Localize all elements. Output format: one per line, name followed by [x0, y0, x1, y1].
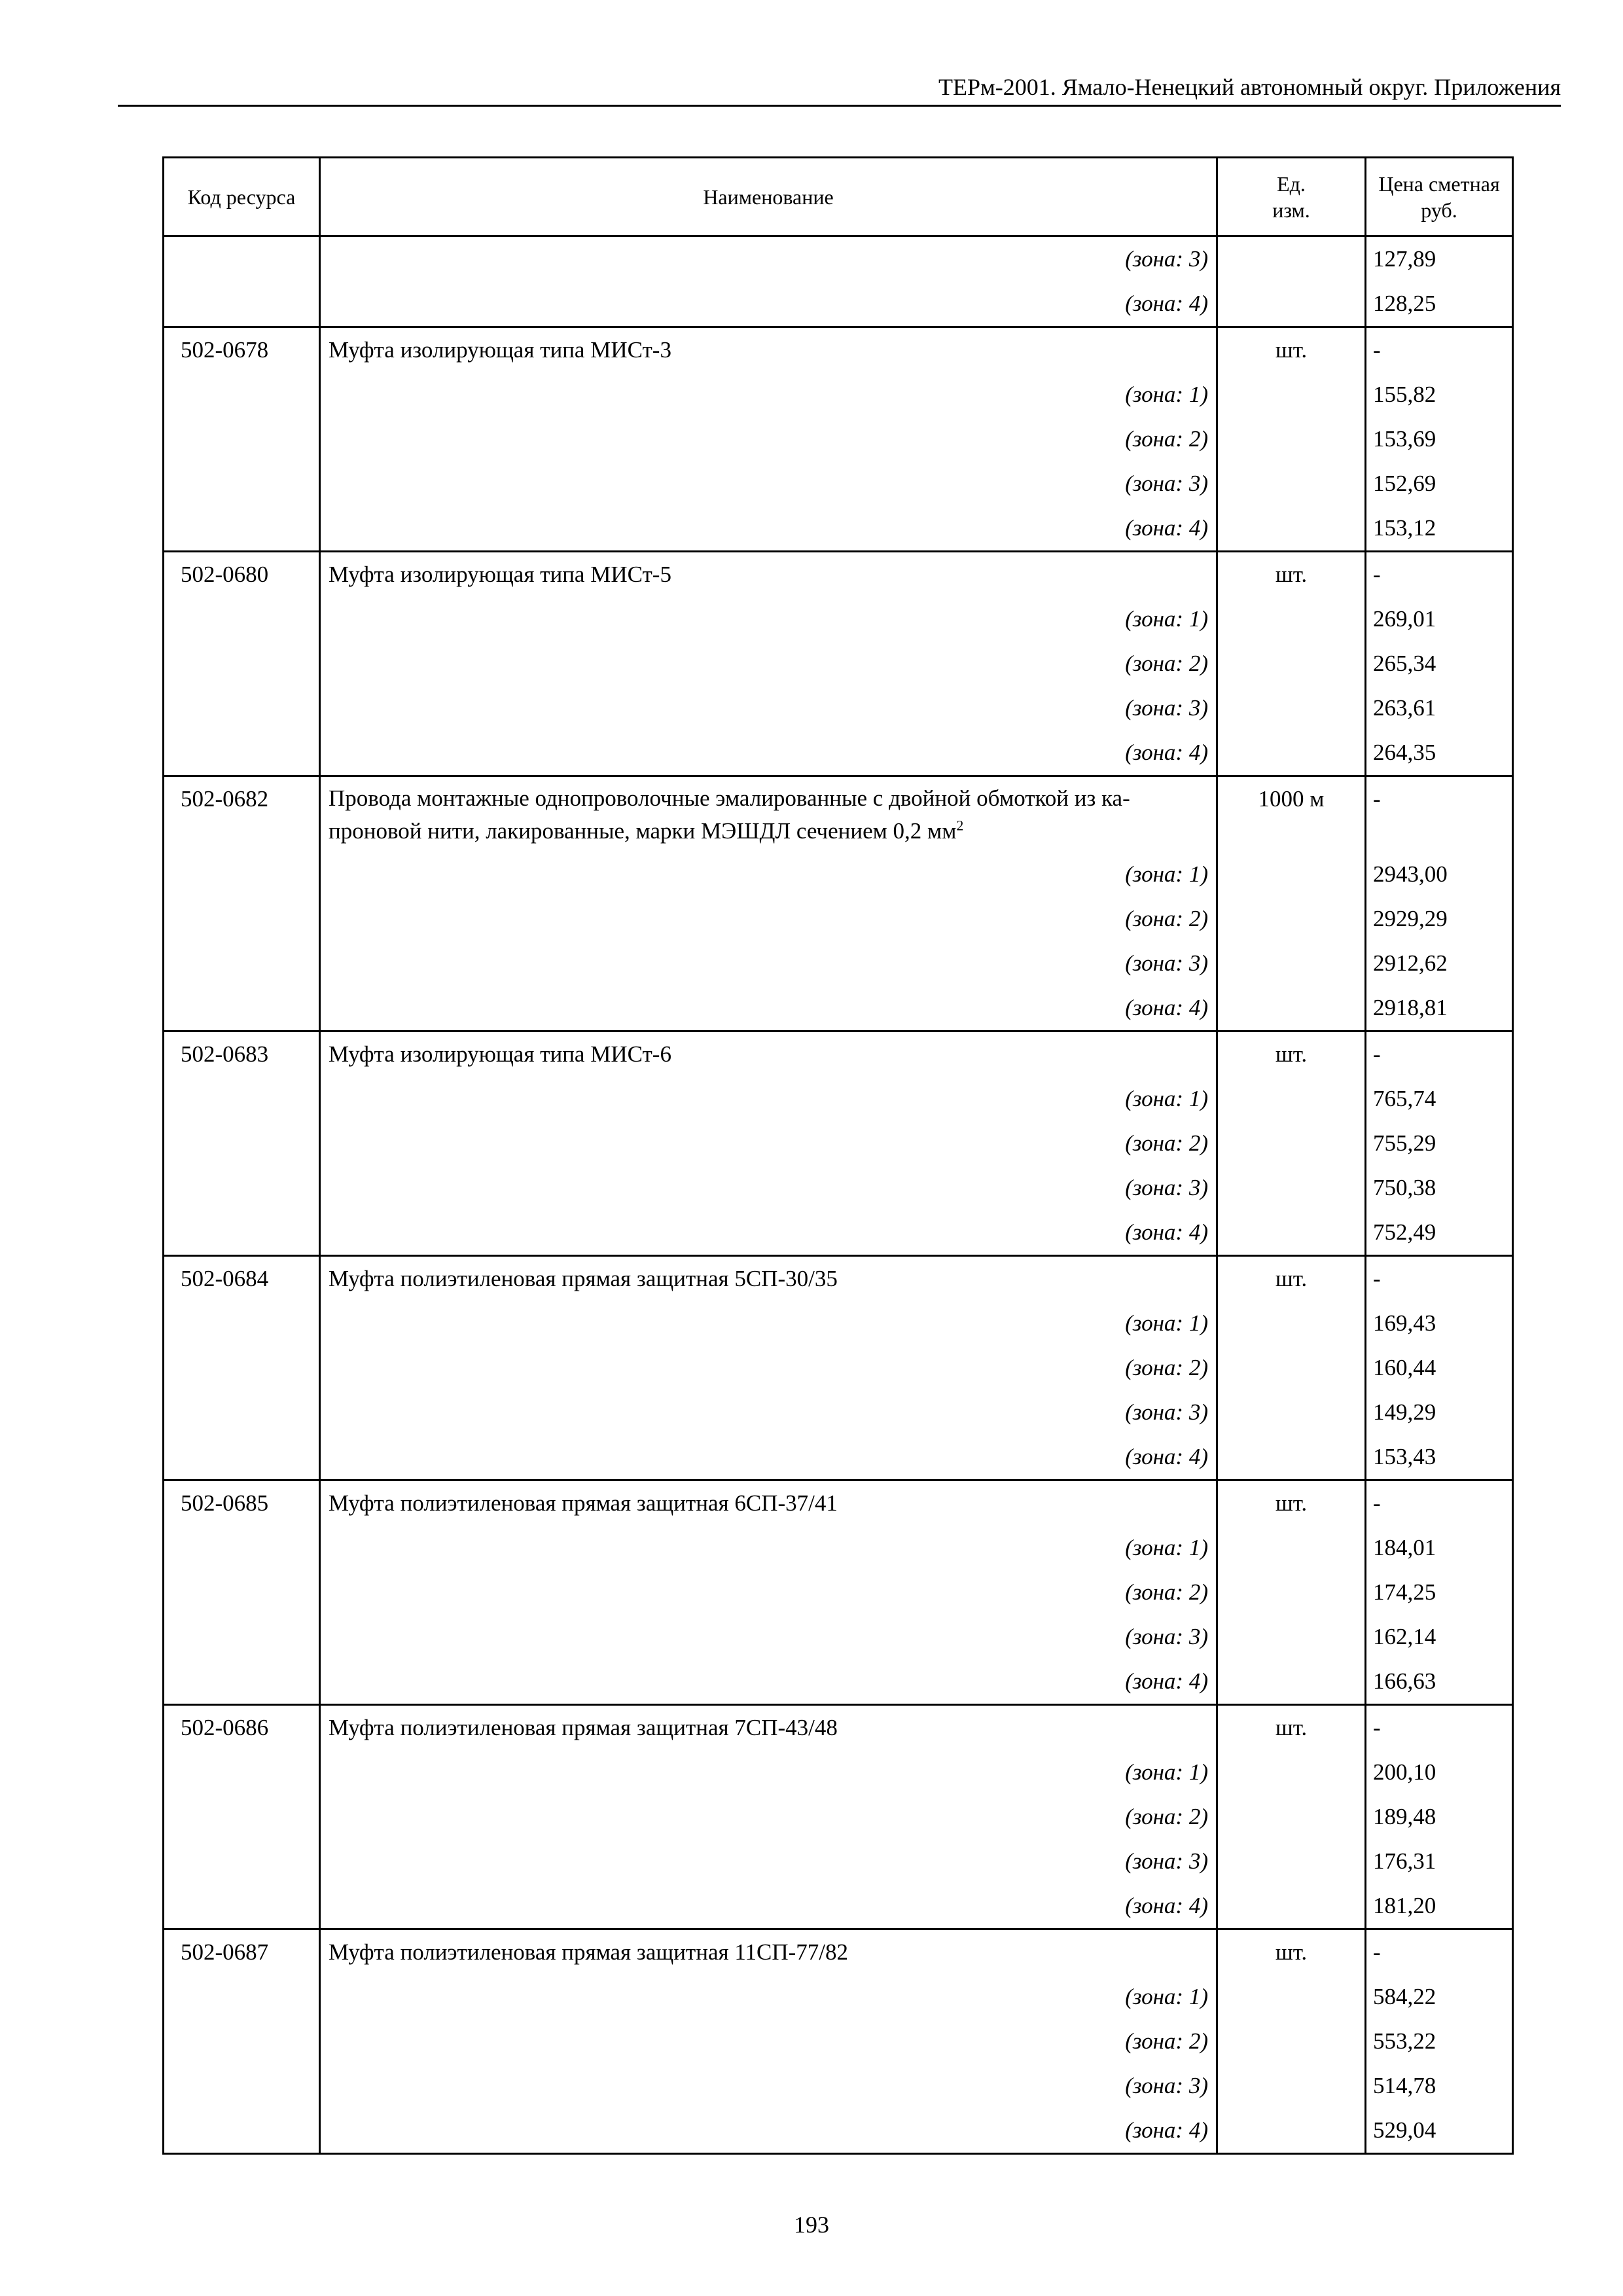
empty — [164, 1839, 319, 1884]
empty — [164, 1795, 319, 1839]
empty — [164, 1301, 319, 1346]
unit-cell — [1218, 237, 1366, 326]
table-body — [164, 237, 1512, 2153]
zone-price: 269,01 — [1373, 606, 1436, 632]
zone-label: (зона: 1) — [1125, 861, 1208, 887]
table-row-group — [164, 328, 1512, 552]
empty — [164, 461, 319, 506]
empty — [164, 2064, 319, 2108]
empty — [164, 1166, 319, 1210]
zone-label: (зона: 1) — [1125, 1984, 1208, 2009]
resource-name-text: Провода монтажные однопроволочные эмалированные с двойной обмоткой из ка-проновой нити, лакированные, марки МЭШДЛ сечением 0,2 мм — [329, 785, 1130, 844]
empty — [1218, 686, 1364, 730]
resource-code: 502-0682 — [181, 786, 269, 812]
empty — [1218, 506, 1364, 550]
empty — [1218, 417, 1364, 461]
name-cell — [321, 552, 1218, 775]
empty — [164, 417, 319, 461]
unit-cell — [1218, 552, 1366, 775]
zone-label: (зона: 3) — [1125, 1624, 1208, 1649]
price-cell — [1366, 328, 1512, 550]
empty — [1218, 1121, 1364, 1166]
zone-label: (зона: 4) — [1125, 1668, 1208, 1694]
base-price: - — [1373, 1490, 1381, 1516]
name-cell — [321, 1257, 1218, 1479]
empty — [1218, 941, 1364, 986]
zone-price: 169,43 — [1373, 1310, 1436, 1336]
resource-name-text: Муфта изолирующая типа МИСт-5 — [329, 562, 671, 587]
code-cell — [164, 777, 321, 1030]
code-cell — [164, 1481, 321, 1704]
empty — [164, 1570, 319, 1615]
table-row-group — [164, 1930, 1512, 2153]
empty — [1218, 1659, 1364, 1704]
unit-of-measure: шт. — [1275, 1939, 1308, 1965]
zone-price: 152,69 — [1373, 471, 1436, 496]
price-cell — [1366, 1032, 1512, 1255]
zone-price: 200,10 — [1373, 1759, 1436, 1785]
zone-price: 181,20 — [1373, 1893, 1436, 1918]
zone-price: 153,43 — [1373, 1444, 1436, 1469]
resource-name-text: Муфта полиэтиленовая прямая защитная 11СП-77/82 — [329, 1939, 849, 1965]
unit-of-measure: шт. — [1275, 1490, 1308, 1516]
resource-code: 502-0687 — [181, 1939, 269, 1965]
zone-price: 162,14 — [1373, 1624, 1436, 1649]
name-cell — [321, 1481, 1218, 1704]
empty — [164, 986, 319, 1030]
zone-label: (зона: 2) — [1125, 1579, 1208, 1605]
base-price: - — [1373, 1266, 1381, 1291]
zone-label: (зона: 3) — [1125, 1399, 1208, 1425]
empty — [1218, 1884, 1364, 1928]
zone-price: 176,31 — [1373, 1848, 1436, 1874]
header-name: Наименование — [321, 158, 1218, 235]
empty — [1218, 1570, 1364, 1615]
empty — [1218, 1346, 1364, 1390]
unit-cell — [1218, 328, 1366, 550]
unit-of-measure: шт. — [1275, 1715, 1308, 1740]
zone-price: 160,44 — [1373, 1355, 1436, 1380]
empty — [164, 941, 319, 986]
name-cell — [321, 1930, 1218, 2153]
empty — [1218, 1795, 1364, 1839]
price-cell — [1366, 777, 1512, 1030]
zone-price: 755,29 — [1373, 1130, 1436, 1156]
zone-label: (зона: 3) — [1125, 2073, 1208, 2098]
empty — [164, 1077, 319, 1121]
empty — [1218, 597, 1364, 641]
zone-price: 2912,62 — [1373, 950, 1448, 976]
resource-code: 502-0680 — [181, 562, 269, 587]
empty — [1218, 1526, 1364, 1570]
empty — [1218, 1750, 1364, 1795]
resource-code: 502-0686 — [181, 1715, 269, 1740]
zone-label: (зона: 1) — [1125, 382, 1208, 407]
zone-price: 127,89 — [1373, 246, 1436, 272]
table-row-group — [164, 237, 1512, 328]
zone-price: 752,49 — [1373, 1219, 1436, 1245]
header-price — [1366, 158, 1512, 235]
header-rule — [118, 105, 1561, 107]
empty — [1218, 237, 1364, 281]
zone-label: (зона: 2) — [1125, 651, 1208, 676]
empty — [1218, 1975, 1364, 2019]
price-cell — [1366, 1257, 1512, 1479]
empty — [164, 237, 319, 281]
resource-name — [321, 1930, 1216, 1975]
zone-price: 750,38 — [1373, 1175, 1436, 1200]
zone-price: 153,12 — [1373, 515, 1436, 541]
zone-label: (зона: 3) — [1125, 695, 1208, 721]
zone-price: 149,29 — [1373, 1399, 1436, 1425]
unit-cell — [1218, 1706, 1366, 1928]
resource-name — [321, 552, 1216, 597]
zone-price: 2918,81 — [1373, 995, 1448, 1020]
unit-cell — [1218, 1481, 1366, 1704]
zone-label: (зона: 1) — [1125, 1310, 1208, 1336]
zone-label: (зона: 2) — [1125, 426, 1208, 452]
zone-price: 765,74 — [1373, 1086, 1436, 1111]
running-head: ТЕРм-2001. Ямало-Ненецкий автономный округ. Приложения — [938, 74, 1561, 100]
empty — [1218, 2019, 1364, 2064]
empty — [1218, 1077, 1364, 1121]
code-cell — [164, 1257, 321, 1479]
table-row-group — [164, 1032, 1512, 1257]
table-row-group — [164, 1706, 1512, 1930]
price-cell — [1366, 552, 1512, 775]
resource-name-text: Муфта изолирующая типа МИСт-3 — [329, 337, 671, 363]
zone-price: 153,69 — [1373, 426, 1436, 452]
empty — [164, 2108, 319, 2153]
empty — [164, 897, 319, 941]
empty — [1218, 641, 1364, 686]
empty — [1218, 897, 1364, 941]
zone-label: (зона: 4) — [1125, 995, 1208, 1020]
empty — [164, 1210, 319, 1255]
zone-label: (зона: 4) — [1125, 2117, 1208, 2143]
resource-name-text: Муфта полиэтиленовая прямая защитная 5СП-30/35 — [329, 1266, 838, 1291]
zone-label: (зона: 4) — [1125, 740, 1208, 765]
empty — [1218, 281, 1364, 326]
resource-name-text: Муфта полиэтиленовая прямая защитная 6СП-37/41 — [329, 1490, 838, 1516]
code-cell — [164, 1032, 321, 1255]
zone-label: (зона: 4) — [1125, 1444, 1208, 1469]
base-price: - — [1373, 1715, 1381, 1740]
name-cell — [321, 777, 1218, 1030]
resource-code: 502-0678 — [181, 337, 269, 363]
empty — [164, 1435, 319, 1479]
zone-price: 584,22 — [1373, 1984, 1436, 2009]
unit-of-measure: шт. — [1275, 337, 1308, 363]
unit-cell — [1218, 777, 1366, 1030]
resource-name — [321, 1481, 1216, 1526]
empty — [164, 372, 319, 417]
zone-price: 189,48 — [1373, 1804, 1436, 1829]
zone-price: 174,25 — [1373, 1579, 1436, 1605]
code-cell — [164, 1930, 321, 2153]
resource-name-text: Муфта изолирующая типа МИСт-6 — [329, 1041, 671, 1067]
zone-label: (зона: 1) — [1125, 1759, 1208, 1785]
table-header — [164, 158, 1512, 237]
resource-name — [321, 777, 1216, 852]
resource-name-text: Муфта полиэтиленовая прямая защитная 7СП-43/48 — [329, 1715, 838, 1740]
empty — [164, 597, 319, 641]
empty — [1218, 1390, 1364, 1435]
empty — [1218, 1210, 1364, 1255]
empty — [164, 1659, 319, 1704]
base-price: - — [1373, 1939, 1381, 1965]
price-cell — [1366, 237, 1512, 326]
resource-name — [321, 1706, 1216, 1750]
zone-label: (зона: 3) — [1125, 471, 1208, 496]
zone-label: (зона: 4) — [1125, 1893, 1208, 1918]
zone-label: (зона: 3) — [1125, 1848, 1208, 1874]
zone-price: 128,25 — [1373, 291, 1436, 316]
unit-of-measure: шт. — [1275, 562, 1308, 587]
zone-label: (зона: 3) — [1125, 246, 1208, 272]
base-price: - — [1373, 337, 1381, 363]
empty — [164, 1346, 319, 1390]
code-cell — [164, 552, 321, 775]
base-price: - — [1373, 786, 1381, 812]
zone-label: (зона: 4) — [1125, 515, 1208, 541]
empty — [164, 506, 319, 550]
empty — [164, 1975, 319, 2019]
zone-label: (зона: 4) — [1125, 291, 1208, 316]
code-cell — [164, 1706, 321, 1928]
table-row-group — [164, 1257, 1512, 1481]
header-unit-line1: Ед. — [1277, 171, 1306, 196]
zone-label: (зона: 2) — [1125, 1355, 1208, 1380]
empty — [1218, 1839, 1364, 1884]
zone-label: (зона: 1) — [1125, 1086, 1208, 1111]
resource-code: 502-0684 — [181, 1266, 269, 1291]
zone-label: (зона: 1) — [1125, 606, 1208, 632]
zone-label: (зона: 3) — [1125, 1175, 1208, 1200]
empty — [164, 1526, 319, 1570]
header-price-line1: Цена сметная — [1378, 171, 1500, 196]
empty — [1218, 2064, 1364, 2108]
empty — [164, 686, 319, 730]
resource-code: 502-0685 — [181, 1490, 269, 1516]
empty — [164, 1390, 319, 1435]
empty — [164, 641, 319, 686]
empty — [1218, 986, 1364, 1030]
price-cell — [1366, 1930, 1512, 2153]
zone-price: 2929,29 — [1373, 906, 1448, 931]
header-unit-line2: изм. — [1272, 198, 1310, 222]
empty — [164, 1121, 319, 1166]
table-row-group — [164, 777, 1512, 1032]
zone-price: 264,35 — [1373, 740, 1436, 765]
base-price: - — [1373, 562, 1381, 587]
name-cell — [321, 328, 1218, 550]
unit-cell — [1218, 1930, 1366, 2153]
page-number: 193 — [794, 2212, 829, 2238]
zone-label: (зона: 2) — [1125, 1130, 1208, 1156]
zone-label: (зона: 2) — [1125, 1804, 1208, 1829]
zone-price: 184,01 — [1373, 1535, 1436, 1560]
table-row-group — [164, 1481, 1512, 1706]
empty — [164, 281, 319, 326]
resource-code: 502-0683 — [181, 1041, 269, 1067]
name-cell — [321, 1706, 1218, 1928]
name-cell — [321, 237, 1218, 326]
empty — [1218, 2108, 1364, 2153]
unit-cell — [1218, 1257, 1366, 1479]
resource-name — [321, 328, 1216, 372]
base-price: - — [1373, 1041, 1381, 1067]
empty — [1218, 461, 1364, 506]
zone-price: 514,78 — [1373, 2073, 1436, 2098]
name-cell — [321, 1032, 1218, 1255]
unit-of-measure: 1000 м — [1258, 786, 1325, 812]
superscript: 2 — [956, 817, 964, 834]
resource-name — [321, 1257, 1216, 1301]
price-table — [162, 156, 1514, 2155]
code-cell — [164, 328, 321, 550]
empty — [1218, 372, 1364, 417]
empty — [164, 1884, 319, 1928]
zone-label: (зона: 3) — [1125, 950, 1208, 976]
empty — [164, 1750, 319, 1795]
price-cell — [1366, 1706, 1512, 1928]
header-unit — [1218, 158, 1366, 235]
empty — [1218, 852, 1364, 897]
zone-price: 155,82 — [1373, 382, 1436, 407]
resource-name — [321, 1032, 1216, 1077]
code-cell — [164, 237, 321, 326]
zone-label: (зона: 4) — [1125, 1219, 1208, 1245]
zone-price: 553,22 — [1373, 2028, 1436, 2054]
unit-cell — [1218, 1032, 1366, 1255]
zone-price: 265,34 — [1373, 651, 1436, 676]
empty — [1218, 1435, 1364, 1479]
table-row-group — [164, 552, 1512, 777]
empty — [1218, 1615, 1364, 1659]
zone-label: (зона: 2) — [1125, 906, 1208, 931]
empty — [164, 1615, 319, 1659]
zone-label: (зона: 2) — [1125, 2028, 1208, 2054]
empty — [1218, 1166, 1364, 1210]
zone-label: (зона: 1) — [1125, 1535, 1208, 1560]
empty — [164, 730, 319, 775]
empty — [164, 852, 319, 897]
empty — [1218, 730, 1364, 775]
zone-price: 529,04 — [1373, 2117, 1436, 2143]
empty — [164, 2019, 319, 2064]
empty — [1218, 1301, 1364, 1346]
zone-price: 2943,00 — [1373, 861, 1448, 887]
unit-of-measure: шт. — [1275, 1266, 1308, 1291]
header-price-line2: руб. — [1421, 198, 1457, 222]
zone-price: 166,63 — [1373, 1668, 1436, 1694]
header-code: Код ресурса — [164, 158, 321, 235]
price-cell — [1366, 1481, 1512, 1704]
unit-of-measure: шт. — [1275, 1041, 1308, 1067]
zone-price: 263,61 — [1373, 695, 1436, 721]
